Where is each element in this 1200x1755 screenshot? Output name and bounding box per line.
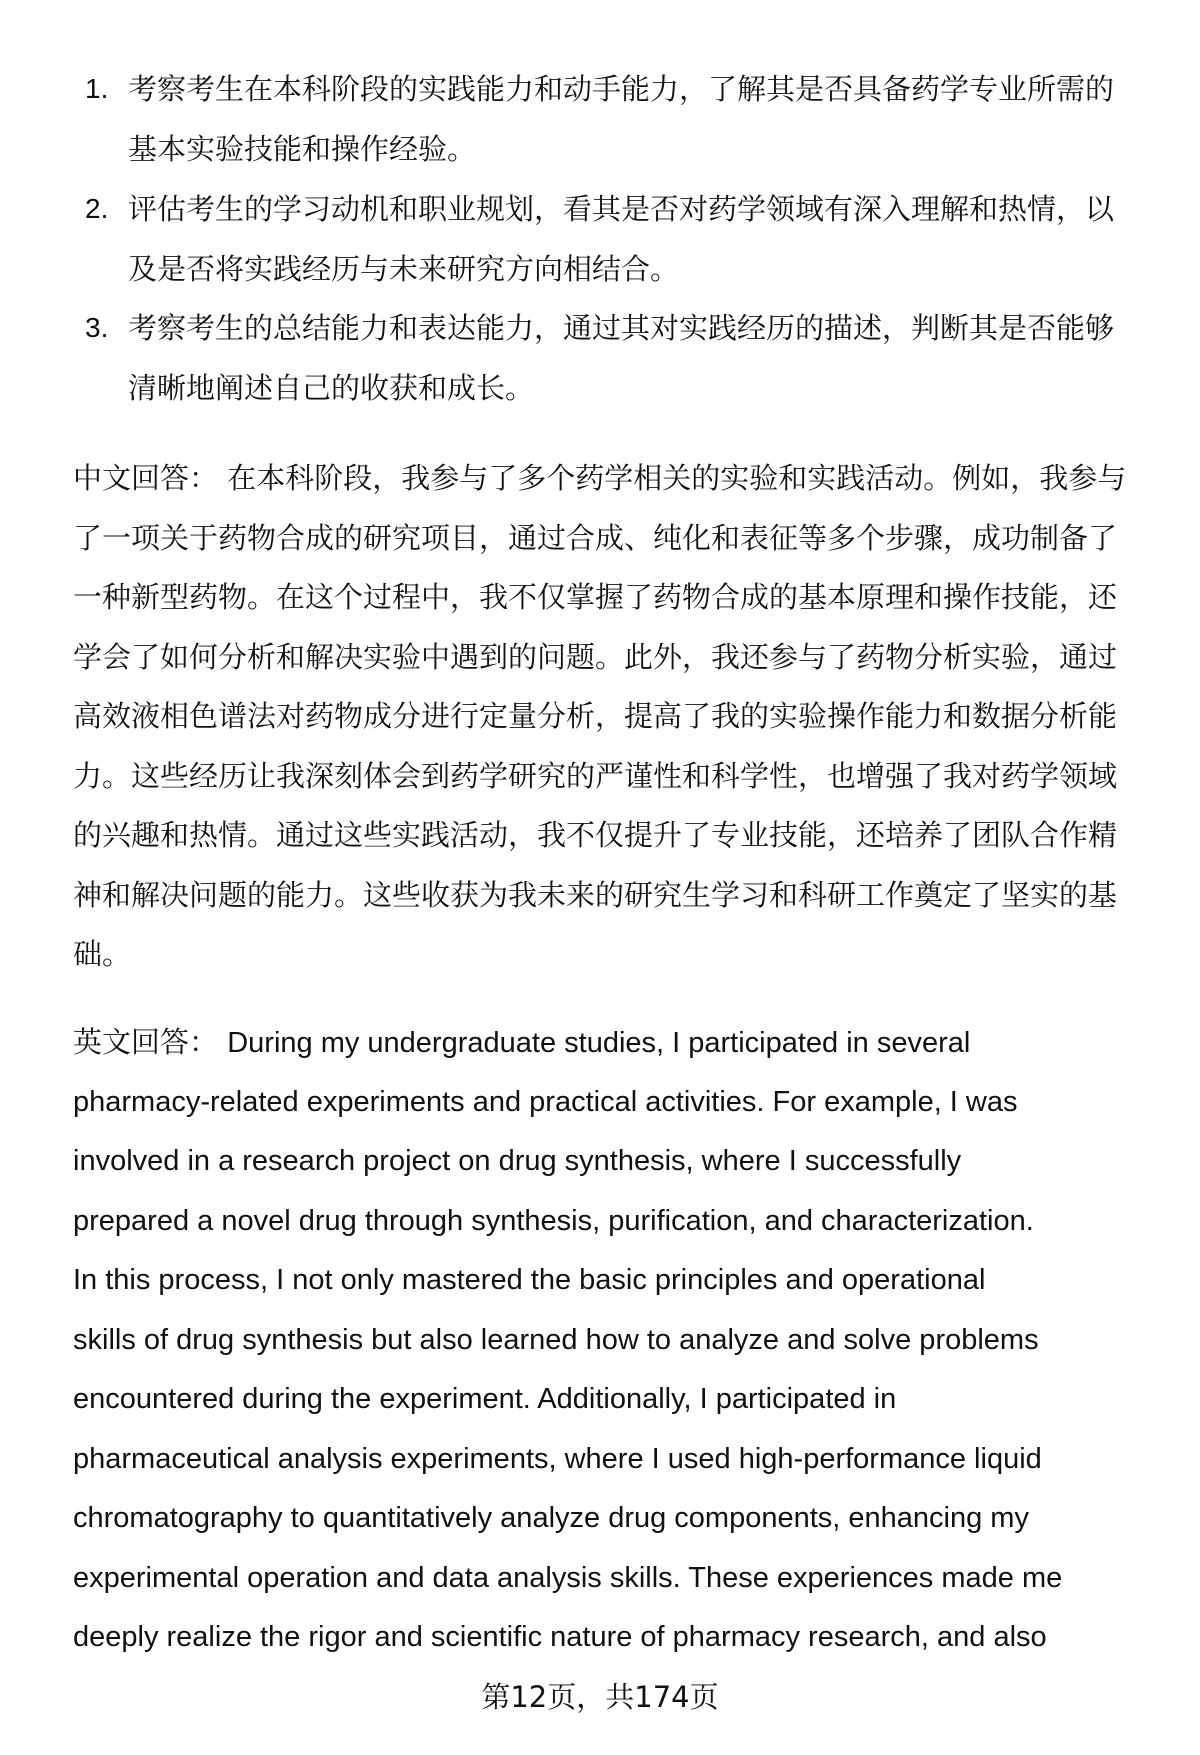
paragraph-line: In this process, I not only mastered the basic principles and operational [73,1264,986,1296]
paragraph-line: pharmacy-related experiments and practical activities. For example, I was [73,1085,1018,1118]
paragraph-line: prepared a novel drug through synthesis, purification, and characterization. [73,1204,1034,1237]
paragraph-line [73,1022,970,1063]
list-item-line: 及是否将实践经历与未来研究方向相结合。 [128,251,680,286]
list-item-line: 考察考生在本科阶段的实践能力和动手能力，了解其是否具备药学专业所需的 [128,72,1115,106]
paragraph-line: 础。 [73,937,132,971]
list-item-line: 评估考生的学习动机和职业规划，看其是否对药学领域有深入理解和热情，以 [128,192,1115,226]
paragraph-line: encountered during the experiment. Additionally, I participated in [73,1383,897,1415]
answer-label: 英文回答： [73,1025,228,1059]
page-number: 第12页，共174页 [481,1680,719,1714]
paragraph-line: experimental operation and data analysis skills. These experiences made me [73,1561,1063,1594]
list-item-line: 考察考生的总结能力和表达能力，通过其对实践经历的描述，判断其是否能够 [128,311,1115,345]
paragraph-line: 学会了如何分析和解决实验中遇到的问题。此外，我还参与了药物分析实验，通过 [73,639,1118,674]
list-item-line: 基本实验技能和操作经验。 [128,131,477,166]
paragraph-line: 的兴趣和热情。通过这些实践活动，我不仅提升了专业技能，还培养了团队合作精 [73,818,1118,852]
paragraph-line: 一种新型药物。在这个过程中，我不仅掌握了药物合成的基本原理和操作技能，还 [73,580,1118,614]
list-number: 1. [85,73,109,104]
list-item-line: 清晰地阐述自己的收获和成长。 [128,370,535,405]
answer-text: During my undergraduate studies, I participated in several [227,1027,971,1059]
list-number: 3. [85,312,109,343]
paragraph-line: 高效液相色谱法对药物成分进行定量分析，提高了我的实验操作能力和数据分析能 [73,699,1118,733]
list-number: 2. [85,193,109,224]
paragraph-line: 中文回答： 在本科阶段，我参与了多个药学相关的实验和实践活动。例如，我参与 [73,461,1127,495]
paragraph-line: 神和解决问题的能力。这些收获为我未来的研究生学习和科研工作奠定了坚实的基 [73,877,1118,912]
paragraph-line: chromatography to quantitatively analyze drug components, enhancing my [73,1502,1029,1534]
paragraph-line: deeply realize the rigor and scientific nature of pharmacy research, and also [73,1621,1047,1653]
paragraph-line: skills of drug synthesis but also learned how to analyze and solve problems [73,1323,1039,1356]
paragraph-line: involved in a research project on drug synthesis, where I successfully [73,1145,962,1177]
paragraph-line: 力。这些经历让我深刻体会到药学研究的严谨性和科学性，也增强了我对药学领域 [73,758,1118,793]
paragraph-line: pharmaceutical analysis experiments, where I used high-performance liquid [73,1442,1042,1475]
paragraph-line: 了一项关于药物合成的研究项目，通过合成、纯化和表征等多个步骤，成功制备了 [73,520,1118,555]
